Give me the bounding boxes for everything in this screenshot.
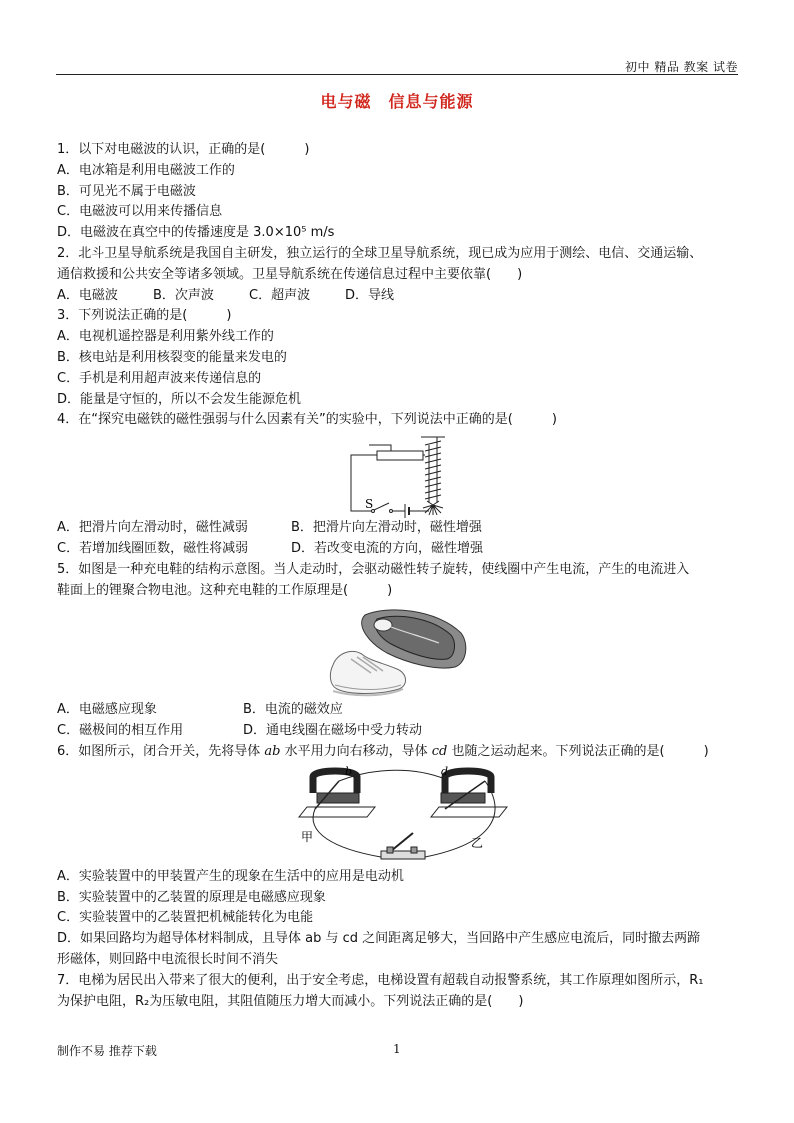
q5-option-a: A．电磁感应现象 xyxy=(57,702,157,718)
q6-option-a: A．实验装置中的甲装置产生的现象在生活中的应用是电动机 xyxy=(57,868,404,884)
q1-option-b: B．可见光不属于电磁波 xyxy=(57,183,196,199)
q6-figure xyxy=(57,763,746,867)
document-body xyxy=(57,140,746,1012)
charging-shoe-image xyxy=(327,603,472,698)
label-yi: 乙 xyxy=(471,835,484,850)
q4-option-a: A．把滑片向左滑动时，磁性减弱 xyxy=(57,520,248,536)
q3-option-a: A．电视机遥控器是利用紫外线工作的 xyxy=(57,329,274,345)
q3-option-b: B．核电站是利用核裂变的能量来发电的 xyxy=(57,349,287,365)
q1-option-d: D．电磁波在真空中的传播速度是 3.0×10⁵ m/s xyxy=(57,225,335,241)
q3-option-d: D．能量是守恒的，所以不会发生能源危机 xyxy=(57,391,302,407)
label-b: b xyxy=(345,764,353,778)
footer-note: 制作不易 推荐下载 xyxy=(57,1044,157,1058)
q1-option-a: A．电冰箱是利用电磁波工作的 xyxy=(57,162,235,178)
q1-option-c: C．电磁波可以用来传播信息 xyxy=(57,204,223,220)
q5-stem-line1: 5．如图是一种充电鞋的结构示意图。当人走动时，会驱动磁性转子旋转，使线圈中产生电流，产生的电流进入 xyxy=(57,561,690,577)
q2-stem-line1: 2．北斗卫星导航系统是我国自主研发，独立运行的全球卫星导航系统，现已成为应用于测绘、电信、交通运输、 xyxy=(57,245,703,261)
q6-stem-post: 也随之运动起来。下列说法正确的是( ) xyxy=(447,743,709,759)
q6-option-d-line2: 形磁体，则回路中电流很长时间不消失 xyxy=(57,951,279,967)
switch-label-s: S xyxy=(365,497,374,512)
q4-option-b: B．把滑片向左滑动时，磁性增强 xyxy=(291,520,482,536)
q7-stem-line1: 7．电梯为居民出入带来了很大的便利，出于安全考虑，电梯设置有超载自动报警系统，其工作原理如图所示，R₁ xyxy=(57,972,704,988)
q5-figure xyxy=(57,601,746,700)
q2-stem-line2: 通信救援和公共安全等诸多领域。卫星导航系统在传递信息过程中主要依靠( ) xyxy=(57,266,523,282)
two-magnet-circuit-diagram xyxy=(295,763,511,867)
q6-stem-mid: 水平用力向右移动，导体 xyxy=(280,743,432,759)
q6-stem xyxy=(57,742,746,763)
q5-option-b: B．电流的磁效应 xyxy=(243,702,343,718)
q4-options-row2 xyxy=(57,539,746,560)
q6-var-ab: ab xyxy=(264,743,281,759)
q4-option-c: C．若增加线圈匝数，磁性将减弱 xyxy=(57,540,249,556)
q3-stem: 3．下列说法正确的是( ) xyxy=(57,308,232,324)
label-d: d xyxy=(441,764,449,778)
label-jia: 甲 xyxy=(301,829,314,844)
q4-options-row1 xyxy=(57,518,746,539)
q2-option-c: C．超声波 xyxy=(249,287,311,303)
q4-stem: 4．在“探究电磁铁的磁性强弱与什么因素有关”的实验中，下列说法中正确的是( ) xyxy=(57,412,557,428)
q5-options-row1 xyxy=(57,700,746,721)
header-rule xyxy=(56,74,738,75)
q6-option-c: C．实验装置中的乙装置把机械能转化为电能 xyxy=(57,910,314,926)
q5-option-d: D．通电线圈在磁场中受力转动 xyxy=(243,723,423,739)
q3-option-c: C．手机是利用超声波来传递信息的 xyxy=(57,370,262,386)
q5-options-row2 xyxy=(57,721,746,742)
page-title: 电与磁 信息与能源 xyxy=(320,92,474,111)
q4-figure xyxy=(57,431,746,518)
q2-option-d: D．导线 xyxy=(345,287,395,303)
q2-options xyxy=(57,286,746,307)
electromagnet-circuit-diagram xyxy=(347,431,517,518)
q4-option-d: D．若改变电流的方向，磁性增强 xyxy=(291,540,484,556)
q7-stem-line2: 为保护电阻，R₂为压敏电阻，其阻值随压力增大而减小。下列说法正确的是( ) xyxy=(57,993,524,1009)
q6-var-cd: cd xyxy=(431,743,448,759)
q2-option-a: A．电磁波 xyxy=(57,287,118,303)
header-tag: 初中 精品 教案 试卷 xyxy=(625,60,738,74)
q6-stem-pre: 6．如图所示，闭合开关，先将导体 xyxy=(57,743,265,759)
q1-stem: 1．以下对电磁波的认识，正确的是( ) xyxy=(57,142,310,157)
q2-option-b: B．次声波 xyxy=(153,287,214,303)
q5-stem-line2: 鞋面上的锂聚合物电池。这种充电鞋的工作原理是( ) xyxy=(57,582,393,598)
q6-option-b: B．实验装置中的乙装置的原理是电磁感应现象 xyxy=(57,889,326,905)
q6-option-d-line1: D．如果回路均为超导体材料制成，且导体 ab 与 cd 之间距离足够大，当回路中产生感应电流后，同时撤去两蹄 xyxy=(57,931,701,947)
q5-option-c: C．磁极间的相互作用 xyxy=(57,723,184,739)
page-number: 1 xyxy=(393,1042,401,1056)
